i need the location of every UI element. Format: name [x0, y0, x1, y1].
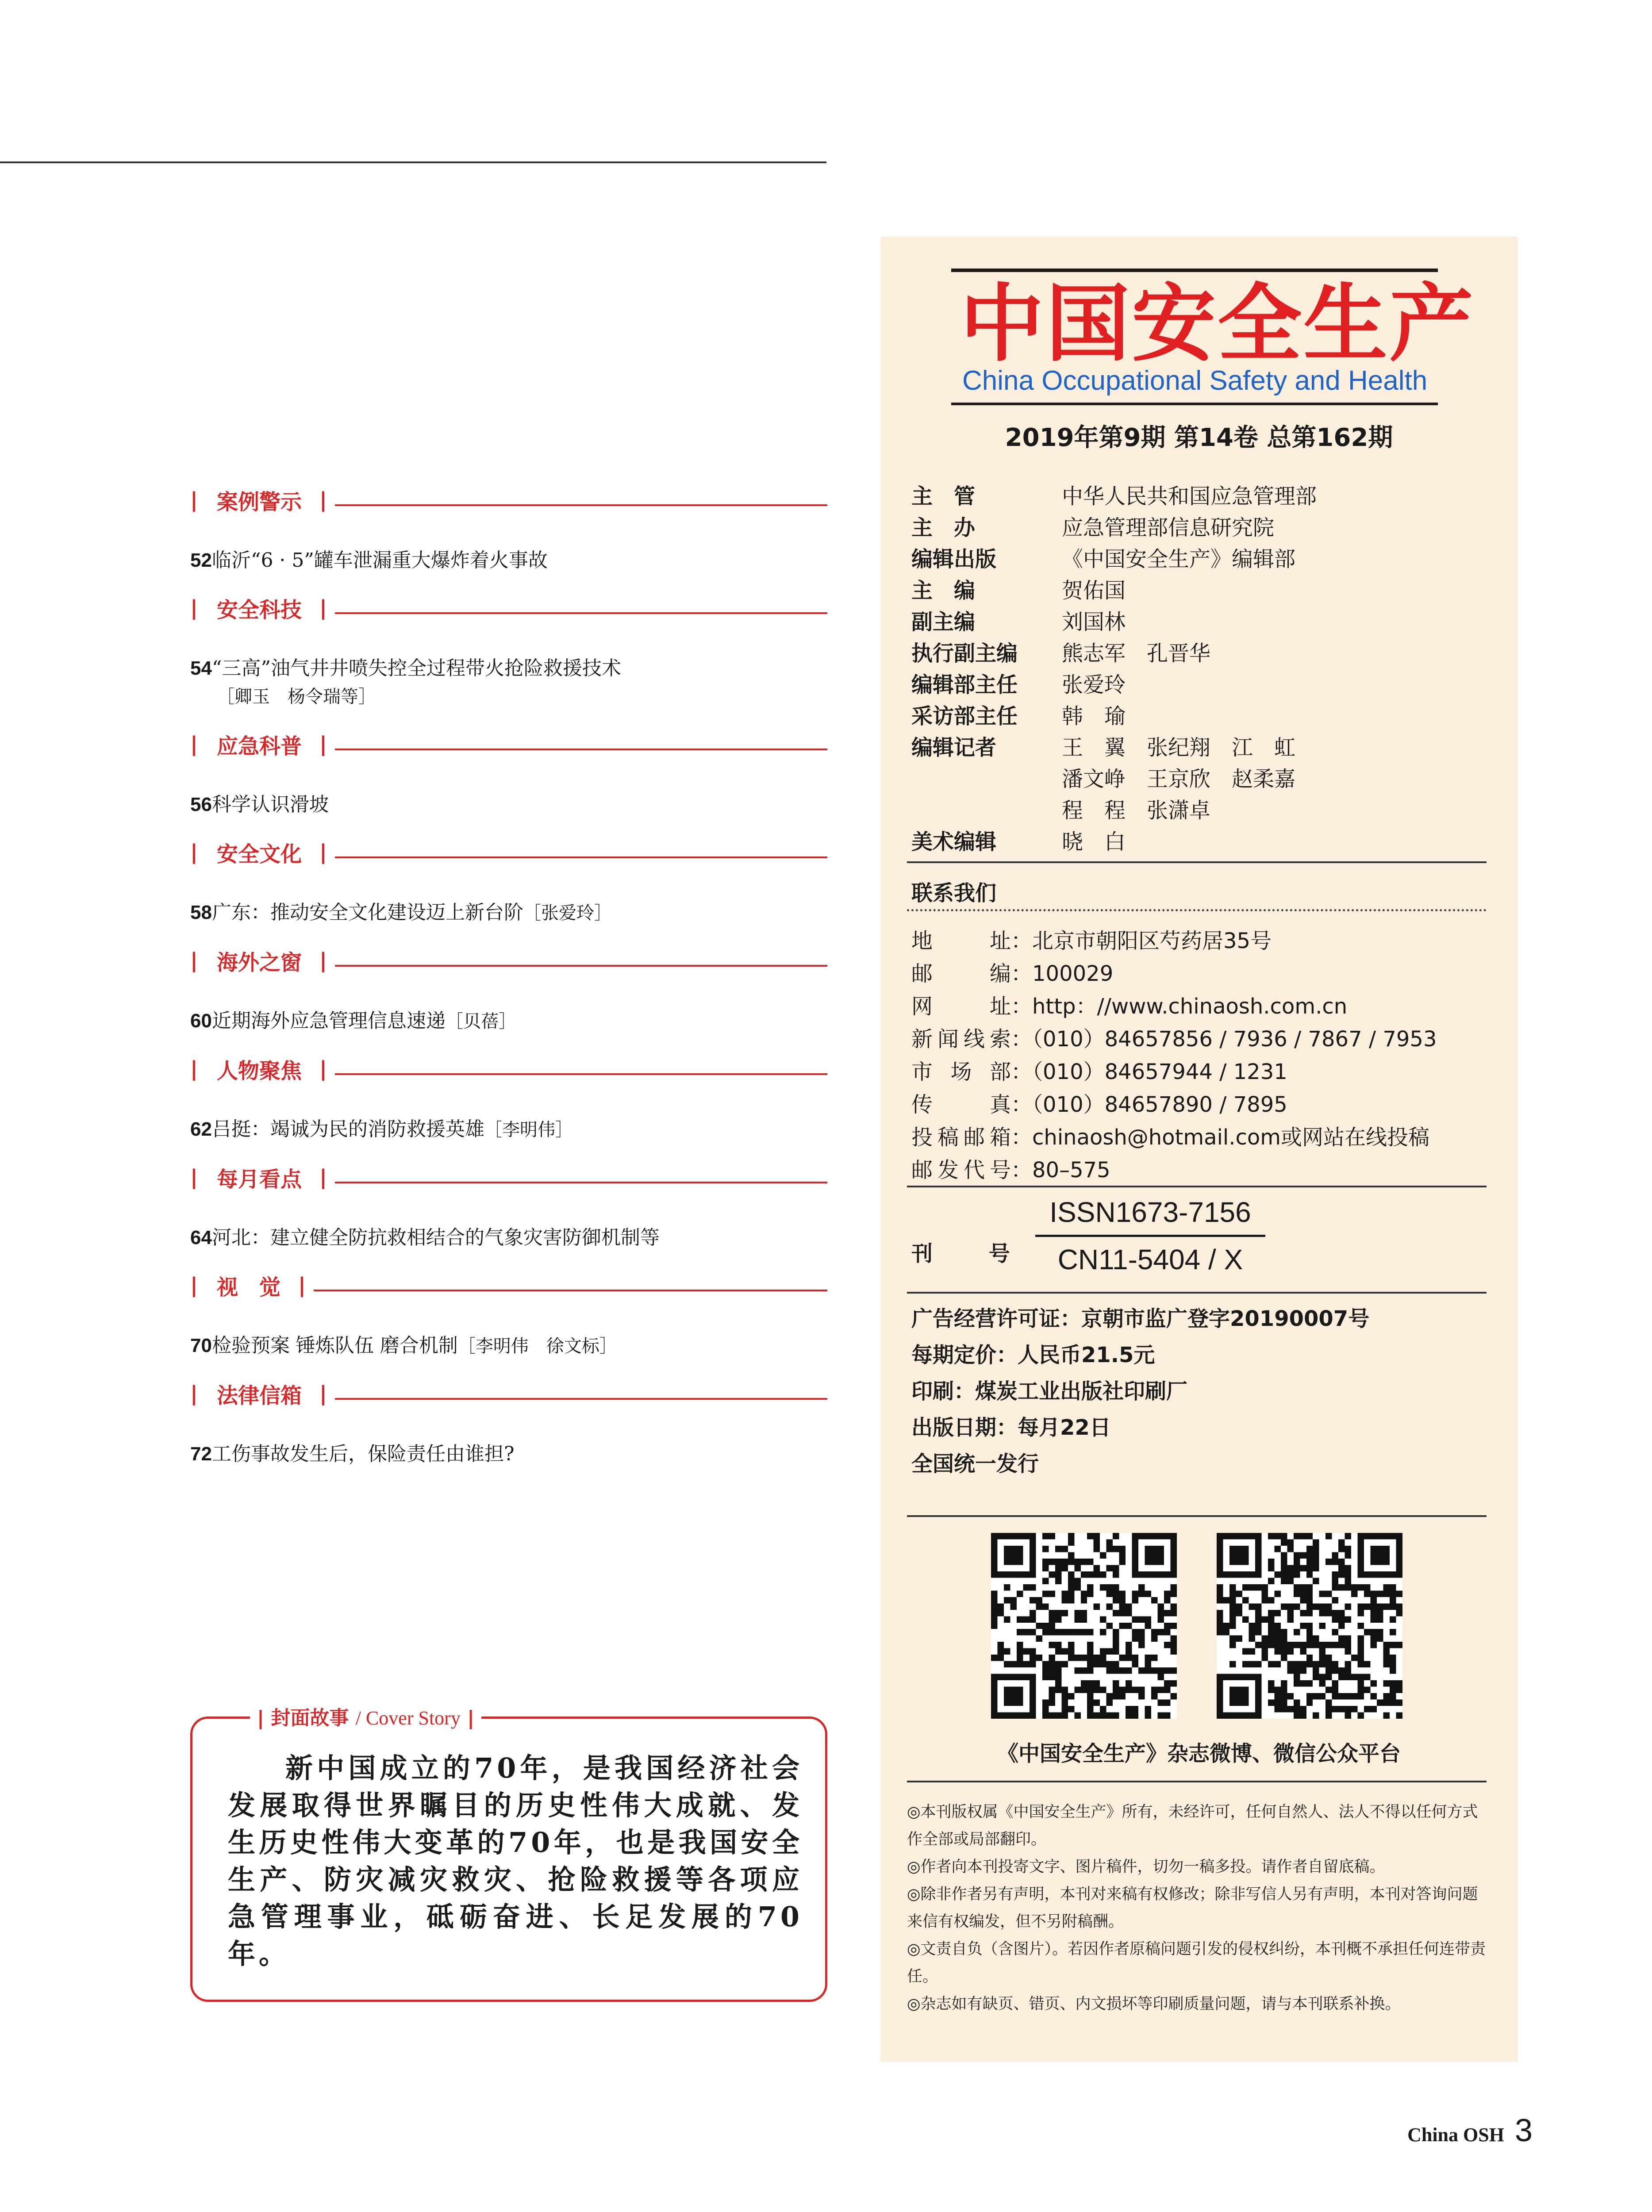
contact-label: 投稿邮箱 [911, 1125, 1011, 1150]
contact-colon: ： [1011, 1125, 1033, 1150]
toc-entry-line [190, 791, 827, 819]
logo-rule [951, 403, 1438, 405]
contact-label: 邮发代号 [911, 1158, 1011, 1183]
section-title: 每月看点 [217, 1167, 302, 1192]
section-header [190, 1378, 827, 1409]
page-ref: 64 [190, 1227, 212, 1248]
contact-colon: ： [1011, 1060, 1033, 1084]
section-bar: | [319, 840, 327, 864]
contact-colon: ： [1011, 1158, 1033, 1183]
issn-block [1035, 1192, 1265, 1279]
staff-name: 《中国安全生产》编辑部 [1062, 547, 1296, 572]
cover-story-tag: | 封面故事 / Cover Story | [250, 1702, 481, 1730]
staff-role: 执行副主编 [911, 641, 1018, 666]
article-title: 河北：建立健全防抗救相结合的气象灾害防御机制等 [211, 1226, 660, 1249]
page-ref: 56 [190, 794, 212, 815]
section-bar: | [190, 732, 198, 756]
section-bar: | [190, 1165, 198, 1189]
section-rule [335, 965, 827, 967]
contact-row [911, 957, 1437, 990]
publication-info-row: 出版日期：每月22日 [911, 1415, 1111, 1440]
contact-value: chinaosh@hotmail.com或网站在线投稿 [1032, 1125, 1430, 1150]
section-bar: | [319, 1382, 327, 1406]
page-ref: 70 [190, 1335, 212, 1356]
copyright-note: ◎除非作者另有声明，本刊对来稿有权修改；除非写信人另有声明，本刊对答询问题来信有权编发，但不另附稿酬。 [907, 1886, 1478, 1931]
staff-row [911, 607, 1317, 638]
contact-colon: ： [1011, 961, 1033, 986]
section-bar: | [190, 949, 198, 972]
staff-row [911, 638, 1317, 669]
contact-label: 传真 [911, 1092, 1011, 1117]
cover-story-text: 新中国成立的70年，是我国经济社会发展取得世界瞩目的历史性伟大成就、发生历史性伟大变革的70年，也是我国安全生产、防灾减灾救灾、抢险救援等各项应急管理事业，砥砺奋进、长足发展的70年。 [228, 1752, 803, 1970]
staff-row [911, 544, 1317, 575]
section-bar: | [319, 949, 327, 972]
article-title: 近期海外应急管理信息速递 [211, 1010, 446, 1032]
divider [907, 1781, 1487, 1782]
copyright-note: ◎本刊版权属《中国安全生产》所有，未经许可，任何自然人、法人不得以任何方式作全部或局部翻印。 [907, 1803, 1478, 1848]
section-title: 安全科技 [217, 597, 302, 622]
staff-role: 主 编 [911, 578, 976, 603]
section-title: 海外之窗 [217, 950, 302, 975]
contact-row [911, 1023, 1437, 1056]
copyright-note: ◎文责自负（含图片）。若因作者原稿问题引发的侵权纠纷，本刊概不承担任何连带责任。 [907, 1940, 1486, 1985]
publication-info-row: 每期定价：人民币21.5元 [911, 1343, 1155, 1367]
contact-list [911, 925, 1437, 1187]
contact-label: 市场部 [911, 1060, 1011, 1084]
magazine-logo-en: China Occupational Safety and Health [962, 365, 1428, 396]
article-title: 科学认识滑坡 [211, 793, 329, 816]
copyright-note: ◎杂志如有缺页、错页、内文损坏等印刷质量问题，请与本刊联系补换。 [907, 1995, 1401, 2013]
toc-entry-line [190, 899, 827, 927]
staff-name: 贺佑国 [1062, 578, 1126, 603]
dotted-divider [907, 909, 1487, 911]
article-authors: ［贝蓓］ [445, 1011, 516, 1032]
contact-label: 地址 [911, 929, 1011, 953]
section-bar: | [190, 1273, 198, 1297]
staff-name: 刘国林 [1062, 610, 1126, 634]
page-ref: 58 [190, 902, 212, 923]
page-number: 3 [1514, 2113, 1533, 2148]
section-header [190, 729, 827, 760]
staff-name: 中华人民共和国应急管理部 [1062, 484, 1317, 509]
staff-row [911, 669, 1317, 701]
section-bar: | [190, 1382, 198, 1406]
publication-info-row: 广告经营许可证：京朝市监广登字20190007号 [911, 1306, 1370, 1331]
staff-row [911, 826, 1317, 858]
toc-entry-line [190, 1332, 827, 1360]
qr-caption: 《中国安全生产》杂志微博、微信公众平台 [997, 1741, 1401, 1766]
toc-entry [190, 654, 827, 711]
wechat-qr-code [1217, 1533, 1402, 1719]
article-authors: ［李明伟 徐文标］ [457, 1336, 617, 1356]
section-header [190, 484, 827, 515]
table-of-contents [190, 484, 827, 1486]
article-title: 广东：推动安全文化建设迈上新台阶 [211, 901, 523, 924]
staff-row [911, 795, 1317, 826]
toc-entry-line [190, 1440, 827, 1468]
staff-name: 张爱玲 [1062, 672, 1126, 697]
toc-entry-line [190, 1115, 827, 1144]
staff-role: 编辑记者 [911, 735, 997, 760]
weibo-qr-code [991, 1533, 1177, 1719]
article-authors: ［卿玉 杨令瑞等］ [217, 687, 376, 707]
contact-label: 邮编 [911, 961, 1011, 986]
contact-value: http：//www.chinaosh.com.cn [1032, 994, 1348, 1019]
section-header [190, 1162, 827, 1193]
section-rule [335, 1182, 827, 1183]
contact-colon: ： [1011, 1027, 1033, 1052]
section-rule [335, 856, 827, 858]
contact-value: 80–575 [1032, 1158, 1110, 1183]
logo-rule [951, 269, 1438, 272]
page-ref: 72 [190, 1443, 212, 1465]
section-rule [335, 1398, 827, 1400]
contact-row [911, 990, 1437, 1023]
section-header [190, 592, 827, 623]
section-title: 安全文化 [217, 841, 302, 867]
toc-entry [190, 1115, 827, 1144]
section-rule [335, 504, 827, 506]
page-ref: 62 [190, 1118, 212, 1140]
section-bar: | [190, 596, 198, 620]
toc-entry [190, 1332, 827, 1360]
staff-row [911, 764, 1317, 795]
staff-name: 韩 瑜 [1062, 704, 1126, 729]
article-title: 检验预案 锤炼队伍 磨合机制 [211, 1334, 458, 1357]
publication-info-row: 印刷：煤炭工业出版社印刷厂 [911, 1379, 1188, 1404]
section-rule [335, 612, 827, 614]
staff-row [911, 481, 1317, 512]
folio-brand: China OSH [1407, 2124, 1504, 2146]
section-bar: | [190, 840, 198, 864]
section-header [190, 945, 827, 976]
page-ref: 54 [190, 657, 212, 679]
staff-row [911, 732, 1317, 764]
toc-entry-line [190, 1224, 827, 1252]
contact-value: （010）84657856 / 7936 / 7867 / 7953 [1032, 1027, 1437, 1052]
contact-colon: ： [1011, 929, 1033, 953]
contact-row [911, 1088, 1437, 1121]
top-rule [0, 161, 826, 163]
section-title: 视 觉 [217, 1275, 281, 1300]
staff-list [911, 481, 1317, 858]
toc-entry [190, 546, 827, 575]
section-rule [335, 749, 827, 750]
contact-value: 北京市朝阳区芍药居35号 [1032, 929, 1272, 953]
article-authors: ［李明伟］ [484, 1120, 573, 1140]
magazine-logo-cn: 中国安全生产 [960, 275, 1475, 373]
section-bar: | [319, 1057, 327, 1081]
page-folio [1407, 2112, 1533, 2149]
staff-name: 熊志军 孔晋华 [1062, 641, 1211, 666]
section-bar: | [298, 1273, 306, 1297]
section-title: 人物聚焦 [217, 1058, 302, 1083]
staff-name: 程 程 张潇卓 [1062, 798, 1211, 823]
page-ref: 60 [190, 1010, 212, 1032]
section-title: 案例警示 [217, 489, 302, 515]
staff-name: 应急管理部信息研究院 [1062, 515, 1275, 540]
staff-role: 美术编辑 [911, 830, 997, 854]
staff-row [911, 512, 1317, 544]
copyright-notes [907, 1798, 1491, 2018]
staff-name: 王 翼 张纪翔 江 虹 [1062, 735, 1296, 760]
divider [907, 1186, 1487, 1187]
contact-value: （010）84657890 / 7895 [1032, 1092, 1287, 1117]
section-header [190, 1270, 827, 1301]
page-ref: 52 [190, 549, 212, 571]
contact-row [911, 1056, 1437, 1088]
publication-info [911, 1301, 1369, 1482]
section-title: 应急科普 [217, 733, 302, 759]
contact-row [911, 925, 1437, 957]
contact-label: 网址 [911, 994, 1011, 1019]
toc-entry-line [190, 546, 827, 575]
article-title: 吕挺：竭诚为民的消防救援英雄 [211, 1118, 484, 1141]
staff-role [911, 795, 1062, 826]
contact-row [911, 1154, 1437, 1187]
staff-role: 采访部主任 [911, 704, 1018, 729]
contact-colon: ： [1011, 1092, 1033, 1117]
section-title: 法律信箱 [217, 1383, 302, 1408]
issue-number: 2019年第9期 第14卷 总第162期 [1005, 423, 1393, 452]
contact-value: 100029 [1032, 961, 1114, 986]
toc-entry [190, 1224, 827, 1252]
staff-row [911, 575, 1317, 607]
section-bar: | [190, 488, 198, 512]
contact-row [911, 1121, 1437, 1154]
issn-number: ISSN1673-7156 [1049, 1196, 1251, 1228]
toc-entry [190, 791, 827, 819]
publication-info-row: 全国统一发行 [911, 1452, 1039, 1476]
issn-rule [1035, 1235, 1265, 1237]
toc-entry [190, 1007, 827, 1036]
toc-entry [190, 1440, 827, 1468]
divider [907, 1292, 1487, 1294]
issn-label: 刊 号 [911, 1241, 1010, 1266]
staff-role: 编辑部主任 [911, 672, 1018, 697]
staff-role: 副主编 [911, 610, 976, 634]
staff-role: 编辑出版 [911, 547, 997, 572]
section-header [190, 1053, 827, 1084]
contact-colon: ： [1011, 994, 1033, 1019]
divider [907, 861, 1487, 863]
staff-role: 主 管 [911, 484, 976, 509]
copyright-note: ◎作者向本刊投寄文字、图片稿件，切勿一稿多投。请作者自留底稿。 [907, 1858, 1385, 1876]
staff-name: 潘文峥 王京欣 赵柔嘉 [1062, 767, 1296, 791]
section-bar: | [319, 488, 327, 512]
toc-entry-line [190, 1007, 827, 1036]
masthead-panel [880, 237, 1518, 2062]
contact-value: （010）84657944 / 1231 [1032, 1060, 1287, 1084]
divider [907, 1515, 1487, 1517]
staff-name: 晓 白 [1062, 830, 1126, 854]
section-bar: | [319, 596, 327, 620]
section-rule [314, 1290, 827, 1291]
article-title: 临沂“6 · 5”罐车泄漏重大爆炸着火事故 [211, 549, 548, 572]
section-bar: | [319, 732, 327, 756]
article-title: “三高”油气井井喷失控全过程带火抢险救援技术 [211, 657, 621, 680]
contact-label: 新闻线索 [911, 1027, 1011, 1052]
contact-title: 联系我们 [911, 881, 997, 906]
article-title: 工伤事故发生后，保险责任由谁担? [211, 1443, 515, 1465]
section-rule [335, 1073, 827, 1075]
staff-role: 主 办 [911, 515, 976, 540]
article-authors: ［张爱玲］ [523, 903, 612, 923]
section-header [190, 837, 827, 868]
section-bar: | [319, 1165, 327, 1189]
cn-number: CN11-5404 / X [1057, 1244, 1243, 1275]
staff-role [911, 764, 1062, 795]
toc-entry-line [190, 654, 827, 683]
cover-story-box [190, 1707, 827, 2002]
section-bar: | [190, 1057, 198, 1081]
staff-row [911, 701, 1317, 732]
toc-entry [190, 899, 827, 927]
